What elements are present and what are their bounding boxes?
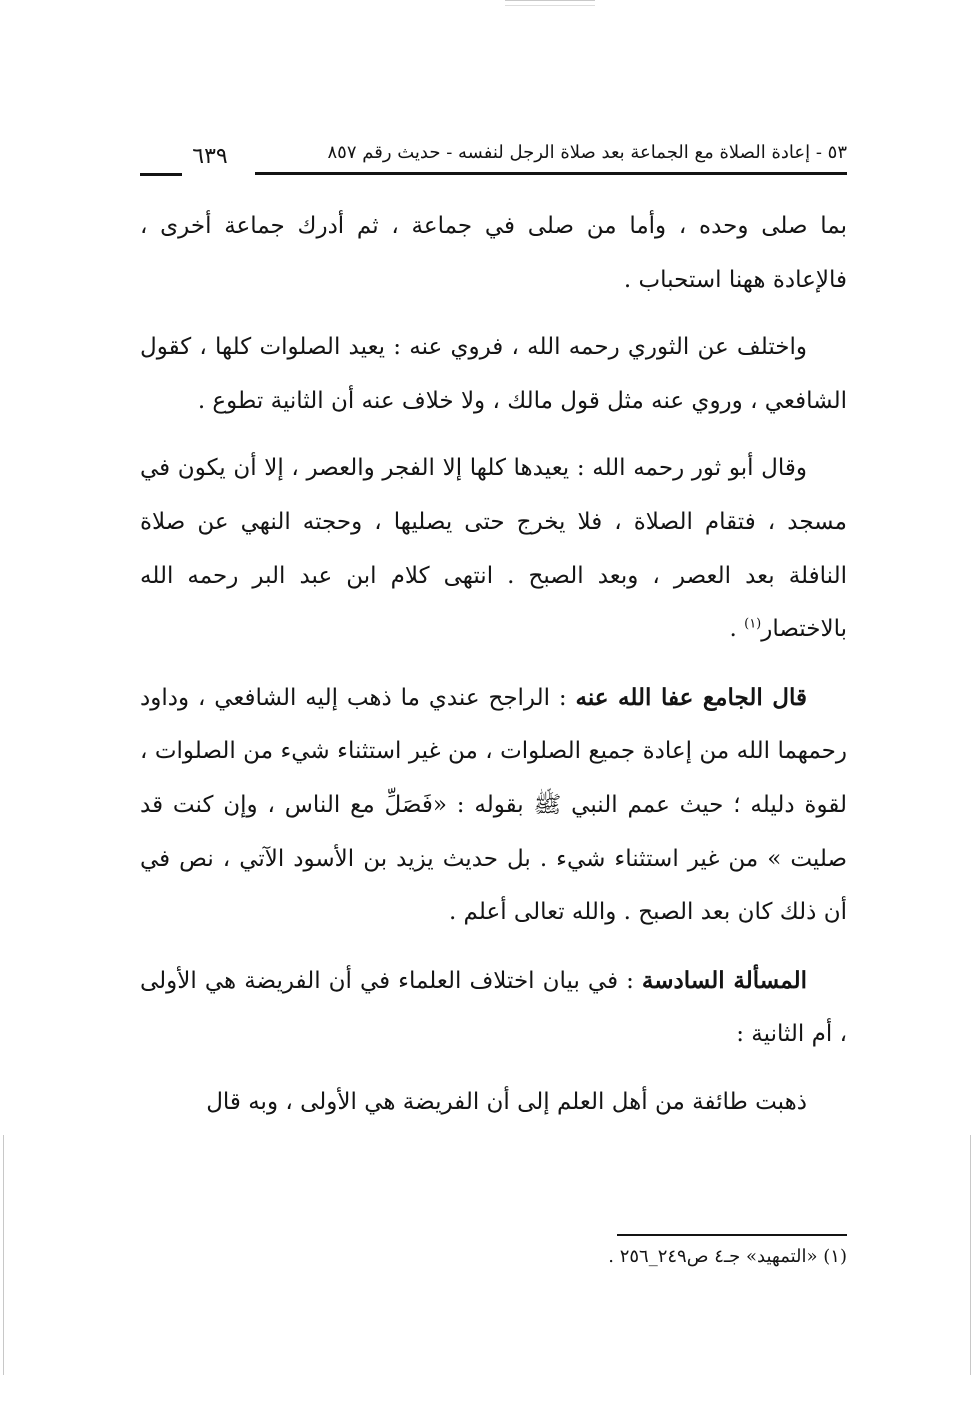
paragraph-5-text: : في بيان اختلاف العلماء في أن الفريضة هي الأولى ، أم الثانية : bbox=[140, 967, 847, 1048]
paragraph-4 bbox=[140, 671, 847, 940]
main-text bbox=[140, 200, 847, 1130]
page-number: ٦٣٩ bbox=[192, 144, 228, 169]
scan-edge-mark-left bbox=[3, 1135, 4, 1375]
paragraph-2: واختلف عن الثوري رحمه الله ، فروي عنه : يعيد الصلوات كلها ، كقول الشافعي ، وروي عنه مثل قول مالك ، ولا خلاف عنه أن الثانية تطوع . bbox=[140, 334, 847, 414]
page-header bbox=[140, 140, 847, 176]
running-title: ٥٣ - إعادة الصلاة مع الجماعة بعد صلاة الرجل لنفسه - حديث رقم ٨٥٧ bbox=[327, 142, 847, 163]
footnote: (١) «التمهيد» جـ٤ ص٢٤٩_٢٥٦ . bbox=[608, 1246, 847, 1267]
paragraph-5 bbox=[140, 954, 847, 1062]
paragraph-3-end: . bbox=[729, 616, 745, 643]
paragraph-3-text: وقال أبو ثور رحمه الله : يعيدها كلها إلا الفجر والعصر ، إلا أن يكون في مسجد ، فتقام الصلاة ، فلا يخرج حتى يصليها ، وحجته النهي عن صلاة النافلة بعد العصر ، وبعد الصبح . انتهى كلام ابن عبد البر رحمه الله بالاختصار bbox=[140, 455, 847, 643]
paragraph-1: بما صلى وحده ، وأما من صلى في جماعة ، ثم أدرك جماعة أخرى ، فالإعادة ههنا استحباب . bbox=[140, 213, 847, 293]
paragraph-4-text: : الراجح عندي ما ذهب إليه الشافعي ، وداود رحمهما الله من إعادة جميع الصلوات ، من غير استثناء شيء من الصلوات ، لقوة دليله ؛ حيث عمم النبي ﷺ بقوله : «فَصَلِّ مع الناس ، وإن كنت قد صليت » من غير استثناء شيء . بل حديث يزيد بن الأسود الآتي ، نص في أن ذلك كان بعد الصبح . والله تعالى أعلم . bbox=[140, 684, 847, 926]
paragraph-3 bbox=[140, 442, 847, 656]
header-rule-left bbox=[140, 173, 182, 176]
scan-edge-mark-right bbox=[970, 1135, 971, 1375]
header-rule bbox=[255, 172, 847, 175]
compiler-heading: قال الجامع عفا الله عنه bbox=[575, 683, 807, 711]
footnote-rule bbox=[617, 1234, 847, 1236]
paragraph-6: ذهبت طائفة من أهل العلم إلى أن الفريضة هي الأولى ، وبه قال bbox=[206, 1088, 807, 1115]
scan-smudge bbox=[505, 0, 595, 6]
footnote-ref: (١) bbox=[744, 616, 762, 632]
issue-heading: المسألة السادسة bbox=[641, 966, 807, 994]
